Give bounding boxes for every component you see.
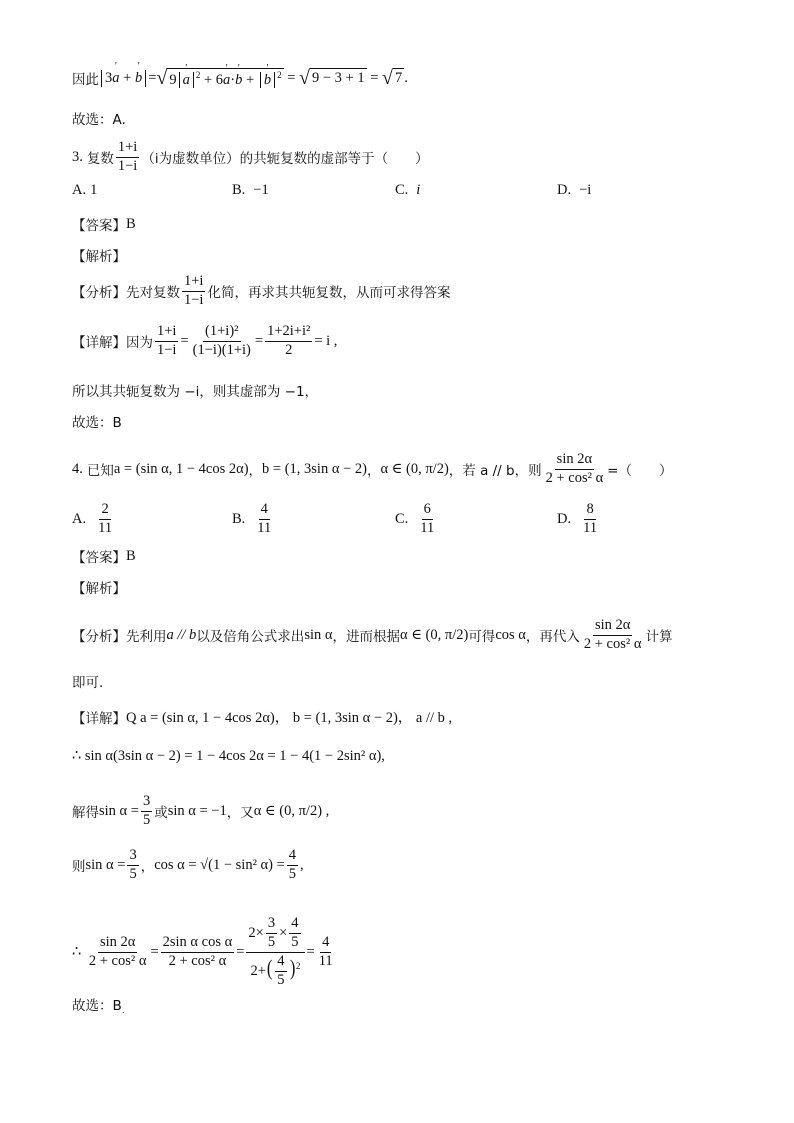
q4-xj4-end: ,: [300, 856, 304, 873]
q4-xj1: Q a = (sin α, 1 − 4cos 2α)， b = (1, 3sin α − 2)， a // b ,: [126, 710, 453, 726]
q4-xj3-d: α ∈ (0, π/2) ,: [253, 802, 330, 819]
q4-answer: [72, 546, 136, 566]
q4-stem-suffix: =（ ）: [607, 463, 673, 480]
q4-fenxi-frac-den: 2 + cos² α: [583, 635, 642, 652]
q3-step-num1: 1+i: [155, 324, 178, 342]
q4-target-frac: [544, 452, 606, 487]
q4-xj4-frac2-num: 4: [287, 848, 298, 866]
q4-fenxi-frac-num: sin 2α: [593, 618, 632, 636]
q4-option-b-label: B.: [232, 510, 246, 527]
q3-number: 3.: [72, 148, 83, 165]
q4-fenxi-4: sin α: [304, 626, 333, 643]
prev-prefix: 因此: [72, 72, 99, 89]
q4-xj5-frac2: [161, 935, 235, 970]
q3-step-frac3: [265, 324, 312, 359]
q4-fenxi-7: 可得: [468, 629, 496, 646]
q3-step-frac2: [191, 324, 253, 359]
q3-fenxi-frac-den: 1−i: [184, 291, 204, 308]
q4-xj5-den3: 2+( $\frac{4}{5}$ )$^2$: [250, 952, 301, 988]
prev-lhs: 3' a + ' b: [101, 70, 146, 87]
q4-xiangjie-line5: ∴ $\frac{\sin 2\alpha}{\text{2 + cos² α}}$ = $\frac{\text{2sin α cos α}}{\text{2 + cos² α}}$ = 2× $\frac{3}{5}$ × $\frac{4}{5}$ 2+( $\frac{4}{5}$ )$^2$ = $\frac{4}{11}$: [72, 915, 333, 988]
q4-fenxi-tag: 【分析】: [72, 629, 126, 646]
q4-option-c-num: 6: [422, 502, 433, 520]
q3-fenxi-frac-num: 1+i: [182, 274, 205, 292]
q3-xiangjie-tag: 【详解】: [72, 335, 126, 352]
q4-cond: ，若 a // b，则: [448, 463, 542, 480]
q4-xj4-a: sin α =: [85, 856, 126, 873]
q4-xj4-frac1-den: 5: [129, 865, 137, 882]
q3-option-c-value: i: [416, 182, 421, 198]
q4-target-num: sin 2α: [555, 452, 594, 470]
q4-fenxi-5: ，进而根据: [332, 629, 400, 646]
q4-fenxi-frac: [582, 618, 644, 653]
q3-stem: [72, 140, 429, 175]
q4-xj3-frac: [141, 794, 152, 829]
q4-conclusion-text: 故选：B: [72, 998, 122, 1014]
q4-answer-tag: 【答案】: [72, 550, 126, 566]
q3-fenxi-prefix: 先对复数: [126, 285, 180, 302]
q4-alpha-range: α ∈ (0, π/2): [380, 460, 449, 477]
q3-option-c[interactable]: [395, 182, 420, 199]
q3-option-a-value: 1: [90, 182, 98, 198]
q4-xj5-num2: 2sin α cos α: [161, 935, 235, 953]
prev-sqrt1: √ 9' a $^2$ + 6' a·' b + ' b $^2$: [156, 68, 283, 89]
q4-stem: 4. 已知 a = (sin α, 1 − 4cos 2α) ， b = (1, 3sin α − 2) ， α ∈ (0, π/2) ，若 a // b，则 $\frac{\sin 2\alpha}{\text{2 + cos² α}}$ =（ ）: [72, 451, 673, 486]
q4-fenxi-2: a // b: [166, 626, 197, 643]
q3-option-a-label: A.: [72, 182, 87, 198]
q4-xiangjie-line1: [72, 706, 452, 727]
q4-target-den: 2 + cos² α: [545, 469, 604, 486]
q3-xiangjie-prefix: 因为: [126, 335, 153, 352]
q4-option-d-den: 11: [583, 519, 598, 536]
q3-stem-prefix: 复数: [86, 151, 114, 168]
q3-stem-suffix: （i为虚数单位）的共轭复数的虚部等于（ ）: [141, 151, 429, 168]
q4-fenxi-6: α ∈ (0, π/2): [399, 626, 469, 643]
q4-xj4-c: cos α = √(1 − sin² α) =: [154, 856, 285, 873]
q4-option-d-num: 8: [584, 502, 595, 520]
q3-frac-num: 1+i: [116, 140, 139, 158]
q4-option-c-frac: [418, 502, 436, 537]
q4-xj3-c: ，又: [226, 805, 254, 822]
q3-step-frac1: [155, 324, 178, 359]
q4-xj3-prefix: 解得: [72, 805, 99, 822]
q4-fenxi-line2: 即可.: [72, 675, 104, 691]
prev-tail: .: [404, 69, 408, 86]
q4-xj4-b: ，: [140, 859, 155, 876]
q3-step-num2: (1+i)²: [203, 324, 240, 342]
q4-xj5-frac1: [87, 935, 149, 970]
q4-fenxi-10: 计算: [645, 629, 673, 646]
prev-eq3: =: [366, 69, 383, 86]
q3-step-den2: (1−i)(1+i): [192, 341, 251, 358]
q3-fenxi: [72, 274, 450, 309]
q4-fenxi-8: cos α: [495, 626, 526, 643]
q4-xj5-den2: 2 + cos² α: [168, 952, 227, 969]
q3-xiangjie: [72, 324, 337, 359]
q4-fenxi: [72, 618, 672, 653]
q4-option-b-den: 11: [257, 519, 272, 536]
q4-analysis-tag: 【解析】: [72, 581, 126, 597]
q4-xiangjie-line3: [72, 794, 329, 829]
q4-option-b-num: 4: [259, 502, 270, 520]
q4-option-b-frac: [255, 502, 273, 537]
q3-option-b[interactable]: [232, 182, 269, 199]
q4-xiangjie-line4: [72, 848, 304, 883]
q4-vec-a: a = (sin α, 1 − 4cos 2α): [113, 460, 249, 477]
q4-number: 4.: [72, 460, 83, 477]
q3-step-result: = i ,: [314, 332, 338, 349]
q4-xj2: ∴ sin α(3sin α − 2) = 1 − 4cos 2α = 1 − 4(1 − 2sin² α),: [72, 748, 385, 764]
q3-fenxi-tag: 【分析】: [72, 285, 126, 302]
q3-answer-value: B: [126, 215, 136, 232]
q4-stem-prefix: 已知: [86, 463, 114, 480]
q4-option-d[interactable]: [557, 502, 601, 537]
q4-option-a-num: 2: [99, 502, 110, 520]
q4-option-a-frac: [96, 502, 114, 537]
q3-answer-tag: 【答案】: [72, 218, 126, 234]
q4-xj4-frac1-num: 3: [127, 848, 138, 866]
q4-option-a-label: A.: [72, 510, 87, 527]
q3-step-den1: 1−i: [157, 341, 177, 358]
q4-xj3-mid: 或: [154, 805, 168, 822]
q3-fenxi-suffix: 化简，再求其共轭复数，从而可求得答案: [207, 285, 451, 302]
q4-xj4-frac1: [127, 848, 138, 883]
q4-xj5-num1: sin 2α: [98, 935, 137, 953]
q4-xj5-num3: 2× $\frac{3}{5}$ × $\frac{4}{5}$: [246, 916, 304, 953]
q3-fenxi-fraction: [182, 274, 205, 309]
q3-option-b-value: −1: [253, 182, 269, 198]
q3-option-d-value: −i: [579, 182, 592, 198]
q3-step-eq1: =: [180, 332, 189, 349]
q4-xiangjie-tag: 【详解】: [72, 710, 126, 727]
q4-option-a-den: 11: [98, 519, 113, 536]
q4-xj5-frac3: [246, 916, 304, 989]
q4-option-d-label: D.: [557, 510, 572, 527]
q3-option-c-label: C.: [395, 182, 409, 198]
q4-xj5-den1: 2 + cos² α: [88, 952, 147, 969]
q4-xj4-frac2-den: 5: [288, 865, 297, 882]
q4-option-c-label: C.: [395, 510, 409, 527]
prev-result-line: [72, 68, 408, 89]
q3-step-num3: 1+2i+i²: [265, 324, 312, 342]
q3-frac-den: 1−i: [117, 157, 138, 174]
q4-conclusion: [72, 994, 122, 1014]
q4-option-c-den: 11: [420, 519, 435, 536]
q4-fenxi-9: ，再代入: [525, 629, 580, 646]
prev-eq: =: [148, 69, 157, 86]
q4-vec-b: b = (1, 3sin α − 2): [262, 460, 367, 477]
prev-sqrt3: √ 7: [382, 67, 403, 90]
q4-option-b[interactable]: [232, 502, 275, 537]
q4-xj3-b: sin α = −1: [167, 802, 227, 819]
q3-conjugate-line: 所以其共轭复数为 −i，则其虚部为 −1，: [72, 384, 319, 400]
q4-xj5-result: $\frac{4}{11}$: [318, 933, 333, 969]
q4-option-d-frac: [581, 502, 599, 537]
q4-fenxi-3: 以及倍角公式求出: [196, 629, 305, 646]
q4-xj3-frac-num: 3: [141, 794, 152, 812]
q4-xiangjie-line2: [72, 748, 385, 765]
q3-fraction: [116, 140, 139, 175]
q3-step-eq2: =: [254, 332, 264, 349]
q3-step-den3: 2: [285, 341, 293, 358]
prev-sqrt2: √ 9 − 3 + 1: [299, 67, 365, 90]
q4-xj3-frac-den: 5: [142, 811, 151, 828]
prev-conclusion: 故选：A.: [72, 112, 126, 128]
q4-fenxi-1: 先利用: [126, 629, 167, 646]
q4-option-c[interactable]: [395, 502, 438, 537]
q3-option-a[interactable]: [72, 182, 97, 199]
q4-option-a[interactable]: [72, 502, 116, 537]
q4-xj4-frac2: [287, 848, 298, 883]
q3-conclusion: 故选：B: [72, 415, 122, 431]
q4-xj4-prefix: 则: [72, 859, 86, 876]
stray-dot: .: [122, 1006, 125, 1015]
q4-answer-value: B: [126, 547, 136, 564]
q3-analysis-tag: 【解析】: [72, 249, 126, 265]
q4-xj3-a: sin α =: [99, 802, 139, 819]
q3-answer: [72, 214, 136, 234]
q3-option-d-label: D.: [557, 182, 572, 198]
prev-eq2: =: [283, 69, 300, 86]
q3-option-d[interactable]: [557, 182, 591, 199]
q3-option-b-label: B.: [232, 182, 246, 198]
